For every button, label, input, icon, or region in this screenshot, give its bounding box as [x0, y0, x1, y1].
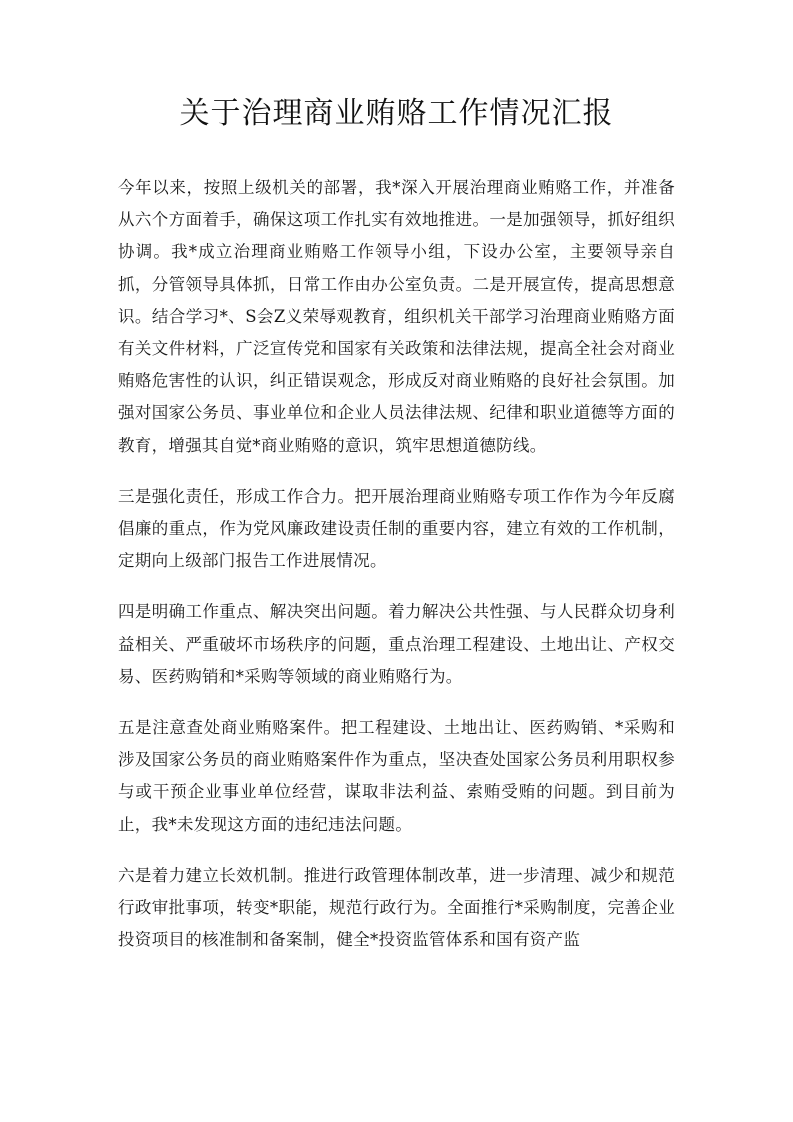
paragraph-3: 四是明确工作重点、解决突出问题。着力解决公共性强、与人民群众切身利益相关、严重破坏市场秩序的问题，重点治理工程建设、土地出让、产权交易、医药购销和*采购等领域的商业贿赂行为。 [118, 602, 675, 686]
paragraph-1: 今年以来，按照上级机关的部署，我*深入开展治理商业贿赂工作，并准备从六个方面着手，确保这项工作扎实有效地推进。一是加强领导，抓好组织协调。我*成立治理商业贿赂工作领导小组，下设办公室，主要领导亲自抓，分管领导具体抓，日常工作由办公室负责。二是开展宣传，提高思想意识。结合学习*、S会Z义荣辱观教育，组织机关干部学习治理商业贿赂方面有关文件材料，广泛宣传党和国家有关政策和法律法规，提高全社会对商业贿赂危害性的认识，纠正错误观念，形成反对商业贿赂的良好社会氛围。加强对国家公务员、事业单位和企业人员法律法规、纪律和职业道德等方面的教育，增强其自觉*商业贿赂的意识，筑牢思想道德防线。 [118, 178, 675, 455]
document-body [118, 172, 675, 956]
document-title: 关于治理商业贿赂工作情况汇报 [179, 96, 614, 131]
paragraph-2: 三是强化责任，形成工作合力。把开展治理商业贿赂专项工作作为今年反腐倡廉的重点，作为党风廉政建设责任制的重要内容，建立有效的工作机制，定期向上级部门报告工作进展情况。 [118, 486, 675, 571]
paragraph-5: 六是着力建立长效机制。推进行政管理体制改革，进一步清理、减少和规范行政审批事项，转变*职能，规范行政行为。全面推行*采购制度，完善企业投资项目的核准制和备案制，健全*投资监管体系和国有资产监 [118, 865, 675, 950]
paragraph-4: 五是注意查处商业贿赂案件。把工程建设、土地出让、医药购销、*采购和涉及国家公务员的商业贿赂案件作为重点，坚决查处国家公务员利用职权参与或干预企业事业单位经营，谋取非法利益、索贿受贿的问题。到目前为止，我*未发现这方面的违纪违法问题。 [118, 718, 675, 834]
